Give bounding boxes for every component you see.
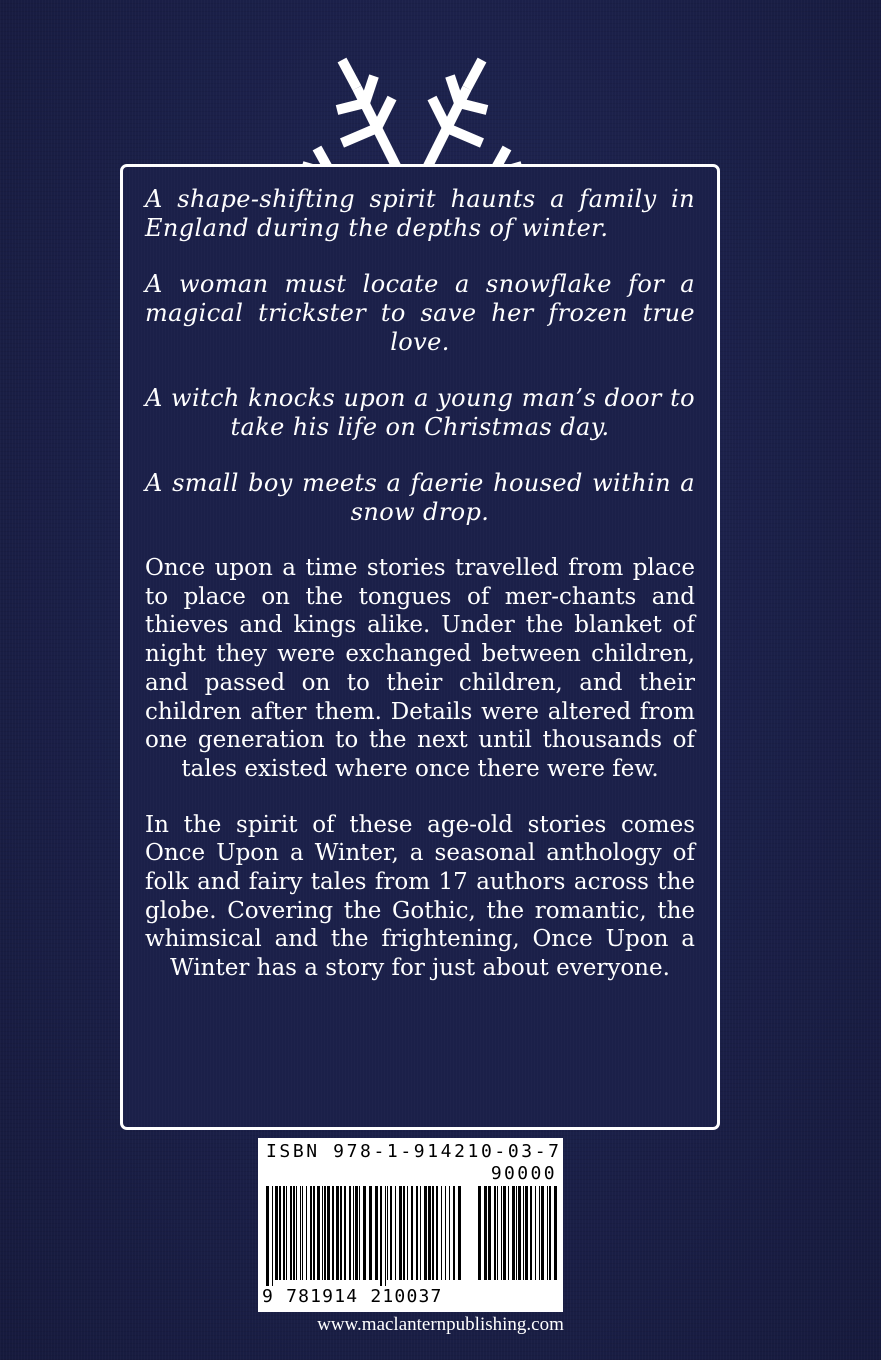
barcode-bar: [344, 1186, 346, 1280]
barcode-bar: [525, 1186, 528, 1280]
isbn-barcode: [258, 1138, 563, 1312]
barcode-bar: [547, 1186, 548, 1280]
barcode-bar: [310, 1186, 312, 1280]
barcode-bar: [387, 1186, 388, 1280]
publisher-website: www.maclanternpublishing.com: [317, 1314, 564, 1335]
barcode-bar: [395, 1186, 396, 1280]
barcode-bar: [416, 1186, 418, 1280]
barcode-bar: [359, 1186, 360, 1280]
blurb-3: A witch knocks upon a young man’s door to take his life on Christmas day.: [145, 384, 695, 441]
para2-intro: In the spirit of these age-old stories comes: [145, 811, 695, 838]
blurb-2: A woman must locate a snowflake for a magical trickster to save her frozen true love.: [145, 270, 695, 356]
barcode-bar: [411, 1186, 413, 1280]
barcode-bar: [353, 1186, 354, 1280]
barcode-bar: [363, 1186, 366, 1280]
barcode-bar: [302, 1186, 303, 1280]
barcode-bar: [336, 1186, 339, 1280]
barcode-bar: [313, 1186, 315, 1280]
barcode-bar: [530, 1186, 532, 1280]
description-paragraph-2: [145, 811, 695, 983]
barcode-bar: [375, 1186, 378, 1280]
barcode-bar: [283, 1186, 285, 1280]
barcode-bar: [518, 1186, 521, 1280]
barcode-bar: [286, 1186, 287, 1280]
ean-digits: 9 781914 210037: [262, 1286, 443, 1307]
barcode-bar: [403, 1186, 405, 1280]
barcode-bar: [541, 1186, 544, 1280]
barcode-bar: [300, 1186, 301, 1280]
barcode-bar: [508, 1186, 509, 1280]
snowflake-icon: [282, 48, 542, 178]
para2-rest: , a seasonal anthology of folk and fairy tales from 17 authors across the globe. Covering the Gothic, the romantic, the whimsical and the frightening, Once Upon a Winter has a story for just about everyone.: [145, 840, 695, 982]
barcode-bar: [324, 1186, 326, 1280]
barcode-bar: [478, 1186, 481, 1280]
barcode-bar: [539, 1186, 540, 1280]
barcode-bar: [279, 1186, 281, 1280]
barcode-bar: [428, 1186, 431, 1280]
barcode-bar: [501, 1186, 502, 1280]
barcode-bar: [453, 1186, 455, 1280]
blurb-panel: [120, 164, 720, 1130]
barcode-bar: [306, 1186, 307, 1280]
barcode-bar: [445, 1186, 446, 1280]
barcode-bar: [420, 1186, 421, 1280]
barcode-bar: [436, 1186, 438, 1280]
barcode-bar: [523, 1186, 524, 1280]
barcode-bar: [424, 1186, 427, 1280]
barcode-bar: [516, 1186, 517, 1280]
barcode-bar: [549, 1186, 551, 1280]
blurb-4: A small boy meets a faerie housed within a snow drop.: [145, 469, 695, 526]
barcode-bar: [449, 1186, 450, 1280]
barcode-bar: [266, 1186, 269, 1286]
barcode-bar: [272, 1186, 273, 1286]
barcode-bar: [385, 1186, 386, 1286]
barcode-bar: [390, 1186, 392, 1280]
barcode-bar: [349, 1186, 351, 1280]
barcode-bar: [441, 1186, 442, 1280]
barcode-bar: [432, 1186, 434, 1280]
barcode-bar: [275, 1186, 278, 1280]
barcode-bar: [407, 1186, 408, 1280]
barcode-bar: [327, 1186, 330, 1280]
barcode-bar: [497, 1186, 498, 1280]
barcode-bar: [290, 1186, 292, 1280]
barcode-bar: [494, 1186, 496, 1280]
barcode-bar: [399, 1186, 402, 1280]
barcode-bar: [488, 1186, 491, 1280]
barcode-bar: [380, 1186, 382, 1286]
barcode-bar: [484, 1186, 487, 1280]
barcode-bar: [317, 1186, 320, 1280]
snowflake-ornament: [282, 48, 542, 178]
description-paragraph-1: Once upon a time stories travelled from place to place on the tongues of mer-chants and thieves and kings alike. Under the blanket of night they were exchanged between children, and passed on to their children, and their children after them. Details were altered from one generation to the next until thousands of tales existed where once there were few.: [145, 555, 695, 782]
book-title: Once Upon a Winter: [145, 840, 392, 867]
isbn-label: ISBN 978-1-914210-03-7: [266, 1141, 562, 1162]
barcode-bar: [296, 1186, 297, 1280]
barcode-bar: [340, 1186, 342, 1280]
barcode-bar: [458, 1186, 461, 1280]
barcode-bar: [293, 1186, 295, 1280]
barcode-bar: [322, 1186, 323, 1280]
barcode-bar: [512, 1186, 515, 1280]
ean-barcode-bars: [264, 1186, 464, 1286]
barcode-bar: [535, 1186, 536, 1280]
barcode-bar: [503, 1186, 506, 1280]
addon-barcode-bars: [476, 1186, 558, 1286]
barcode-bar: [554, 1186, 557, 1280]
price-code: 90000: [490, 1163, 557, 1184]
barcode-bar: [355, 1186, 358, 1280]
barcode-bar: [369, 1186, 372, 1280]
blurb-1: A shape-shifting spirit haunts a family in England during the depths of winter.: [145, 185, 695, 242]
barcode-bar: [332, 1186, 334, 1280]
